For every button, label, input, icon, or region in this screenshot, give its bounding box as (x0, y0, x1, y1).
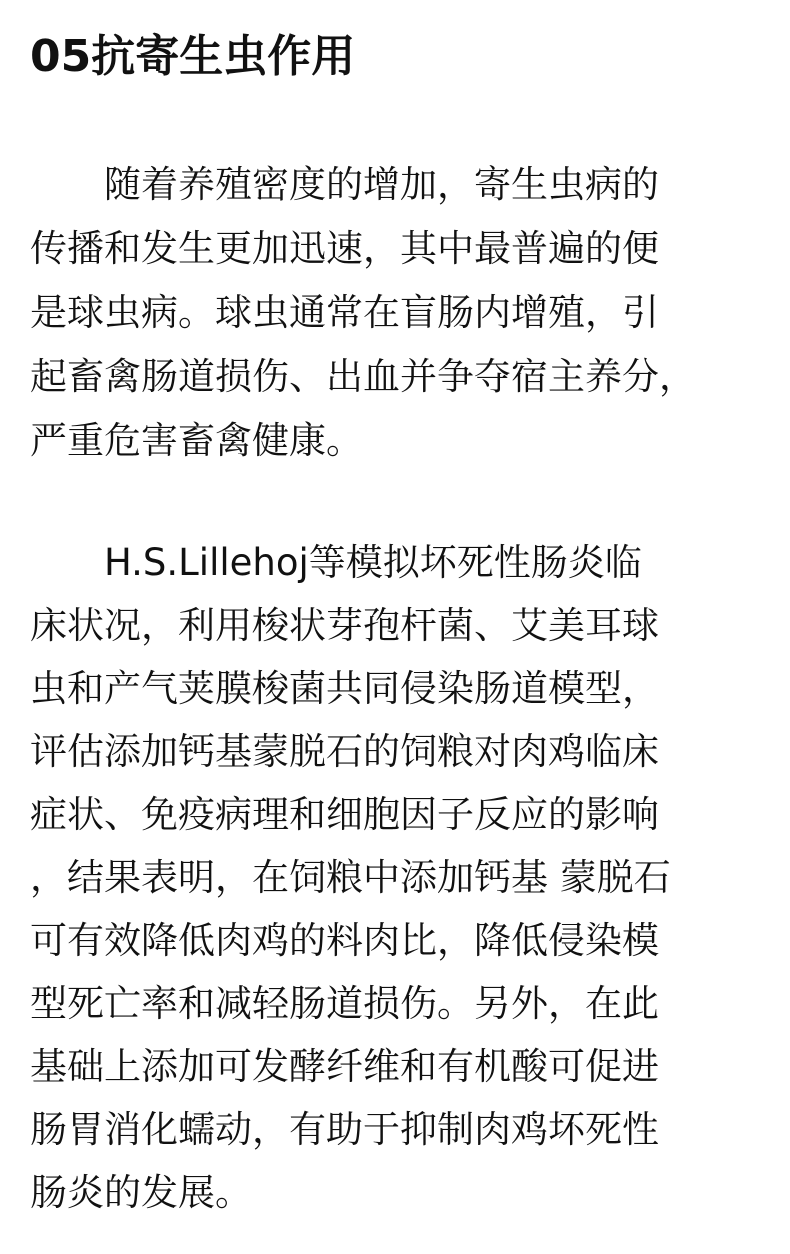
section-heading: 05抗寄生虫作用 (30, 31, 356, 82)
paragraph-1-line-2: 传播和发生更加迅速，其中最普遍的便 (30, 227, 659, 270)
paragraph-2-line-8: 型死亡率和减轻肠道损伤。另外，在此 (30, 982, 659, 1025)
paragraph-2-line-2: 床状况，利用梭状芽孢杆菌、艾美耳球 (30, 604, 659, 647)
paragraph-1-line-4: 起畜禽肠道损伤、出血并争夺宿主养分， (30, 355, 696, 398)
paragraph-2-line-4: 评估添加钙基蒙脱石的饲粮对肉鸡临床 (30, 730, 659, 773)
paragraph-1-line-5: 严重危害畜禽健康。 (30, 419, 363, 462)
paragraph-2-line-3: 虫和产气荚膜梭菌共同侵染肠道模型， (30, 667, 659, 710)
paragraph-1-line-1: 随着养殖密度的增加，寄生虫病的 (30, 163, 659, 206)
paragraph-2-line-11: 肠炎的发展。 (30, 1171, 252, 1214)
paragraph-2-line-1: H.S.Lillehoj等模拟坏死性肠炎临 (30, 541, 642, 584)
paragraph-2-line-5: 症状、免疫病理和细胞因子反应的影响 (30, 793, 659, 836)
paragraph-2-line-10: 肠胃消化蠕动，有助于抑制肉鸡坏死性 (30, 1108, 659, 1151)
paragraph-2-line-7: 可有效降低肉鸡的料肉比，降低侵染模 (30, 919, 659, 962)
paragraph-2-line-6: ，结果表明，在饲粮中添加钙基 蒙脱石 (30, 856, 671, 899)
paragraph-2-line-9: 基础上添加可发酵纤维和有机酸可促进 (30, 1045, 659, 1088)
paragraph-1-line-3: 是球虫病。球虫通常在盲肠内增殖，引 (30, 291, 659, 334)
